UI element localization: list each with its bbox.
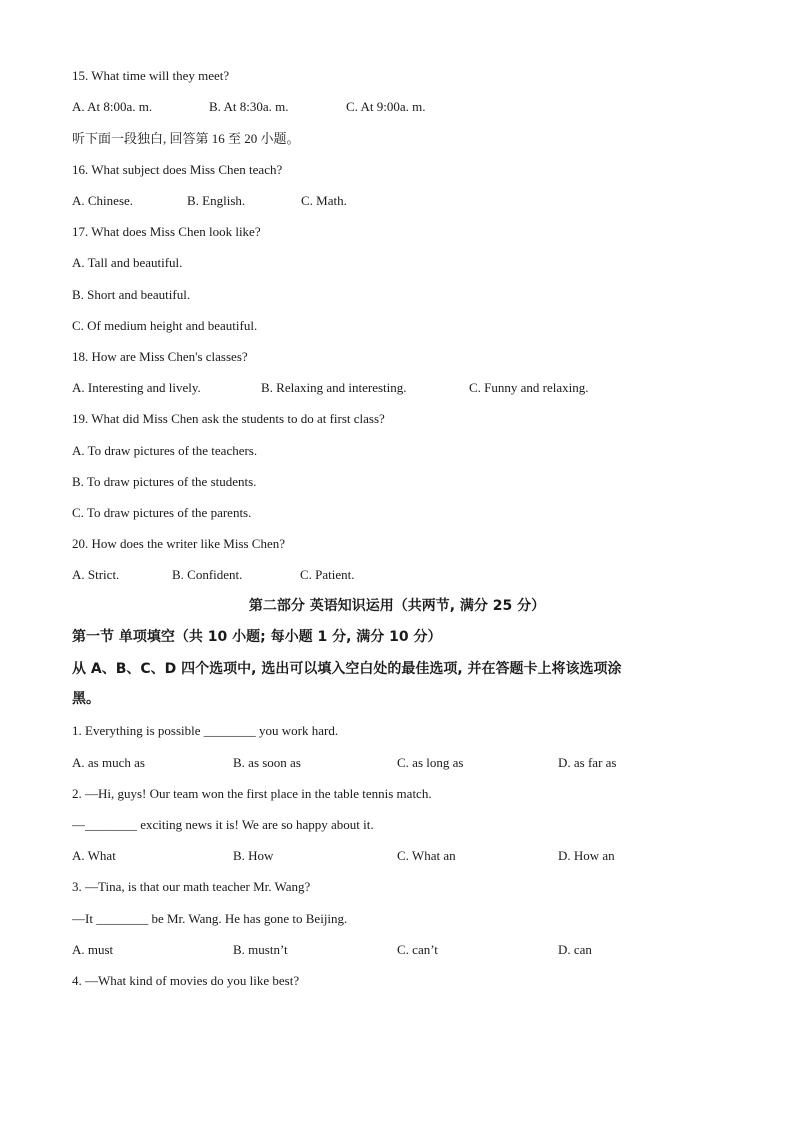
s1q2-reply: —________ exciting news it is! We are so happy about it.	[72, 817, 374, 832]
section1-title: 第一节 单项填空（共 10 小题; 每小题 1 分, 满分 10 分）	[72, 629, 442, 645]
q19-option-a: A. To draw pictures of the teachers.	[72, 443, 258, 458]
s1q2-option-c: C. What an	[397, 848, 456, 863]
s1q2-option-b: B. How	[233, 848, 274, 863]
q20-option-a: A. Strict.	[72, 567, 120, 582]
q17-stem: 17. What does Miss Chen look like?	[72, 224, 261, 239]
q20-stem: 20. How does the writer like Miss Chen?	[72, 536, 286, 551]
q19-option-c: C. To draw pictures of the parents.	[72, 505, 252, 520]
part2-title: 第二部分 英语知识运用（共两节, 满分 25 分）	[248, 598, 546, 614]
section1-instruction-line1: 从 A、B、C、D 四个选项中, 选出可以填入空白处的最佳选项, 并在答题卡上将该选项涂	[72, 661, 622, 677]
q15-option-c: C. At 9:00a. m.	[346, 99, 426, 114]
s1q1-option-d: D. as far as	[558, 755, 617, 770]
q19-stem: 19. What did Miss Chen ask the students to do at first class?	[72, 411, 385, 426]
s1q3-option-d: D. can	[558, 942, 592, 957]
section1-instruction-line2: 黑。	[72, 691, 100, 707]
s1q2-option-d: D. How an	[558, 848, 615, 863]
q16-option-c: C. Math.	[301, 193, 347, 208]
s1q1-option-b: B. as soon as	[233, 755, 301, 770]
q15-option-b: B. At 8:30a. m.	[209, 99, 289, 114]
q17-option-c: C. Of medium height and beautiful.	[72, 318, 258, 333]
s1q2-stem: 2. —Hi, guys! Our team won the first place in the table tennis match.	[72, 786, 432, 801]
s1q3-option-c: C. can’t	[397, 942, 438, 957]
q19-option-b: B. To draw pictures of the students.	[72, 474, 257, 489]
q15-option-a: A. At 8:00a. m.	[72, 99, 153, 114]
q16-stem: 16. What subject does Miss Chen teach?	[72, 162, 283, 177]
s1q3-stem: 3. —Tina, is that our math teacher Mr. Wang?	[72, 879, 311, 894]
q17-option-a: A. Tall and beautiful.	[72, 255, 183, 270]
q15-stem: 15. What time will they meet?	[72, 68, 230, 83]
q18-option-b: B. Relaxing and interesting.	[261, 380, 407, 395]
q17-option-b: B. Short and beautiful.	[72, 287, 191, 302]
q16-option-b: B. English.	[187, 193, 246, 208]
q16-option-a: A. Chinese.	[72, 193, 134, 208]
s1q1-option-a: A. as much as	[72, 755, 145, 770]
q18-option-c: C. Funny and relaxing.	[469, 380, 589, 395]
s1q3-option-a: A. must	[72, 942, 114, 957]
q18-stem: 18. How are Miss Chen's classes?	[72, 349, 248, 364]
s1q2-option-a: A. What	[72, 848, 116, 863]
s1q1-option-c: C. as long as	[397, 755, 464, 770]
s1q1-stem: 1. Everything is possible ________ you work hard.	[72, 723, 339, 738]
q20-option-c: C. Patient.	[300, 567, 355, 582]
s1q3-reply: —It ________ be Mr. Wang. He has gone to Beijing.	[72, 911, 348, 926]
q20-option-b: B. Confident.	[172, 567, 243, 582]
s1q4-stem: 4. —What kind of movies do you like best?	[72, 973, 300, 988]
q18-option-a: A. Interesting and lively.	[72, 380, 201, 395]
s1q3-option-b: B. mustn’t	[233, 942, 288, 957]
monologue-instruction: 听下面一段独白, 回答第 16 至 20 小题。	[72, 131, 300, 146]
